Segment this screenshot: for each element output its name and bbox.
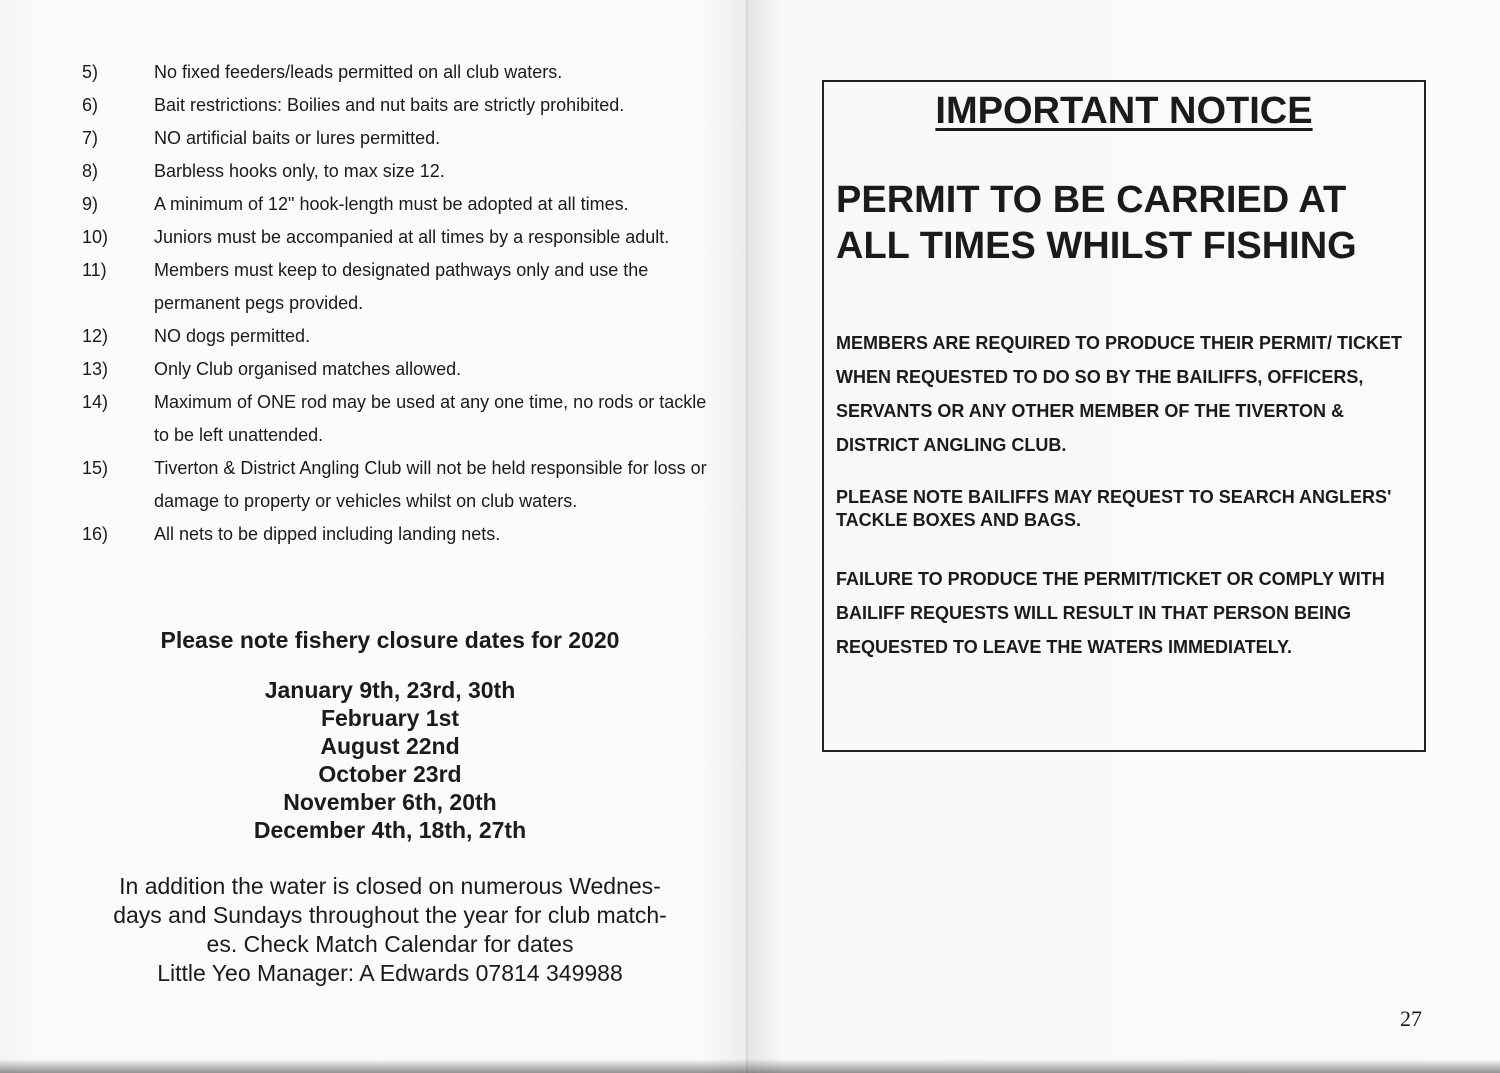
rule-number: 10) xyxy=(82,227,109,247)
page-number: 27 xyxy=(1400,1006,1422,1031)
rule-text: No fixed feeders/leads permitted on all club waters. xyxy=(154,62,563,82)
rule-number: 16) xyxy=(82,524,109,544)
closed-note-line: days and Sundays throughout the year for club match- xyxy=(113,902,667,928)
notice-paragraph: PLEASE NOTE BAILIFFS MAY REQUEST TO SEARCH ANGLERS' TACKLE BOXES AND BAGS. xyxy=(836,487,1392,530)
list-item xyxy=(82,452,722,518)
notice-paragraph: FAILURE TO PRODUCE THE PERMIT/TICKET OR COMPLY WITH BAILIFF REQUESTS WILL RESULT IN THAT PERSON BEING REQUESTED TO LEAVE THE WATERS IMMEDIATELY. xyxy=(836,569,1385,657)
rule-number: 5) xyxy=(82,62,99,82)
list-item xyxy=(82,56,722,89)
closure-heading: Please note fishery closure dates for 2020 xyxy=(160,627,620,653)
notice-box xyxy=(822,80,1426,752)
rule-text: Barbless hooks only, to max size 12. xyxy=(154,161,445,181)
rule-number: 7) xyxy=(82,128,99,148)
closed-note-line: In addition the water is closed on numerous Wednes- xyxy=(119,873,661,899)
rule-number: 11) xyxy=(82,260,107,280)
manager-contact: Little Yeo Manager: A Edwards 07814 349988 xyxy=(157,960,623,986)
rule-text: Members must keep to designated pathways only and use the permanent pegs provided. xyxy=(154,260,649,313)
rule-text: All nets to be dipped including landing nets. xyxy=(154,524,501,544)
rule-text: Juniors must be accompanied at all times by a responsible adult. xyxy=(154,227,670,247)
rule-text: NO artificial baits or lures permitted. xyxy=(154,128,441,148)
left-page xyxy=(0,0,748,1073)
rule-number: 9) xyxy=(82,194,99,214)
rule-number: 8) xyxy=(82,161,99,181)
rule-number: 15) xyxy=(82,458,109,478)
notice-paragraph: MEMBERS ARE REQUIRED TO PRODUCE THEIR PERMIT/ TICKET WHEN REQUESTED TO DO SO BY THE BAILIFFS, OFFICERS, SERVANTS OR ANY OTHER MEMBER OF THE TIVERTON & DISTRICT ANGLING CLUB. xyxy=(836,333,1403,455)
closure-date: December 4th, 18th, 27th xyxy=(253,817,527,843)
page-edge-shadow xyxy=(0,1059,1500,1073)
rule-text: Tiverton & District Angling Club will not be held responsible for loss or damage to property or vehicles whilst on club waters. xyxy=(154,458,707,511)
list-item xyxy=(82,518,722,551)
rule-number: 12) xyxy=(82,326,109,346)
closure-date: November 6th, 20th xyxy=(283,789,497,815)
list-item xyxy=(82,89,722,122)
list-item xyxy=(82,188,722,221)
list-item xyxy=(82,122,722,155)
rule-number: 6) xyxy=(82,95,99,115)
closure-date: January 9th, 23rd, 30th xyxy=(264,677,516,703)
rule-number: 13) xyxy=(82,359,109,379)
closure-dates xyxy=(60,676,720,844)
list-item xyxy=(82,155,722,188)
list-item xyxy=(82,386,722,452)
rule-text: Maximum of ONE rod may be used at any one time, no rods or tackle to be left unattended. xyxy=(154,392,707,445)
list-item xyxy=(82,353,722,386)
closure-date: February 1st xyxy=(320,705,460,731)
closure-date: October 23rd xyxy=(318,761,462,787)
list-item xyxy=(82,254,722,320)
permit-heading: PERMIT TO BE CARRIED AT ALL TIMES WHILST FISHING xyxy=(836,179,1357,267)
rule-text: Only Club organised matches allowed. xyxy=(154,359,462,379)
rule-number: 14) xyxy=(82,392,109,412)
list-item xyxy=(82,320,722,353)
rule-text: Bait restrictions: Boilies and nut baits are strictly prohibited. xyxy=(154,95,625,115)
list-item xyxy=(82,221,722,254)
rule-text: A minimum of 12" hook-length must be adopted at all times. xyxy=(154,194,629,214)
closed-note-line: es. Check Match Calendar for dates xyxy=(206,931,574,957)
rules-list xyxy=(82,56,722,551)
rule-text: NO dogs permitted. xyxy=(154,326,311,346)
closed-note xyxy=(70,872,710,988)
closure-date: August 22nd xyxy=(320,733,460,759)
notice-title: IMPORTANT NOTICE xyxy=(935,90,1313,132)
